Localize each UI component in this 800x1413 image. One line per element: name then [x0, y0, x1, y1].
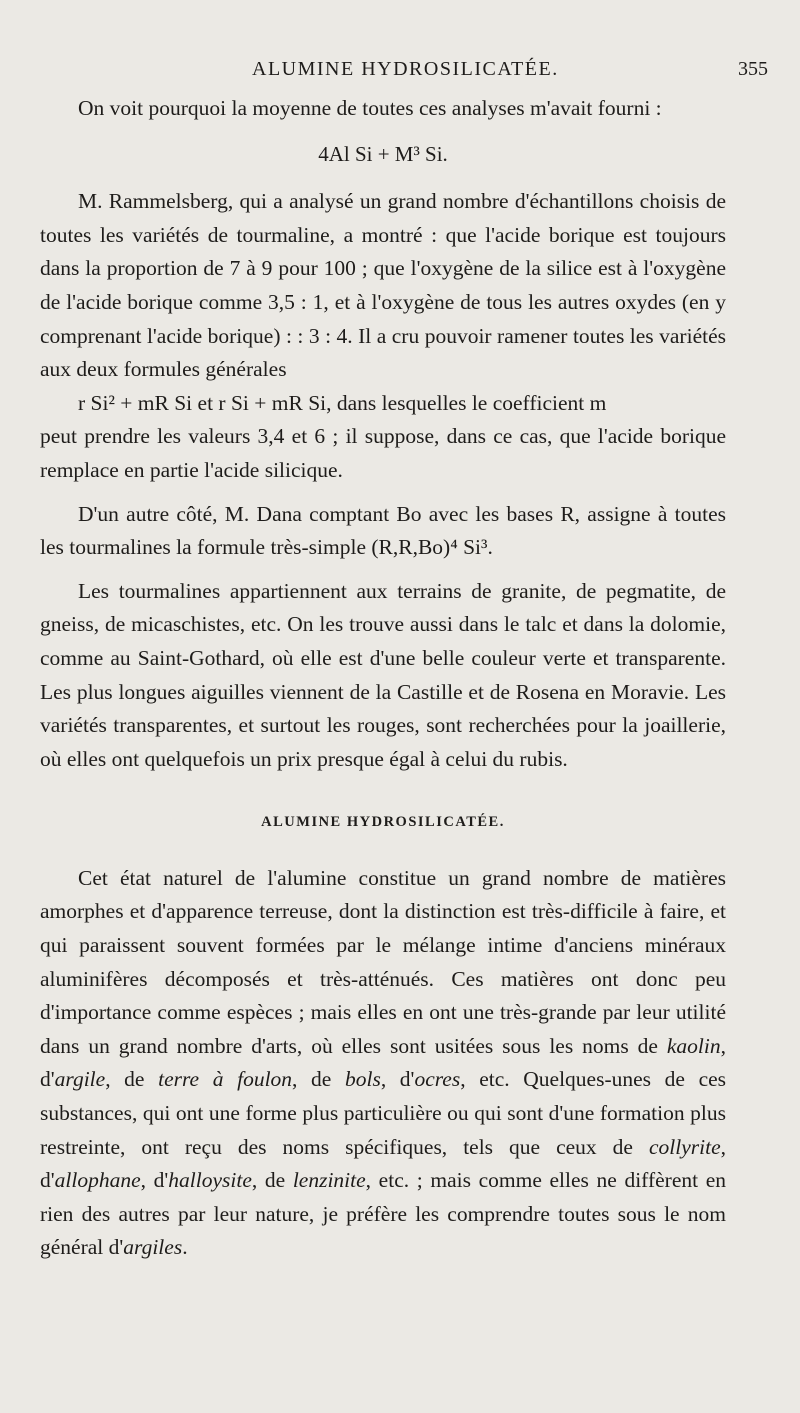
term-collyrite: collyrite — [648, 1134, 721, 1159]
text-run: . — [182, 1235, 188, 1260]
running-title: ALUMINE HYDROSILICATÉE. — [252, 58, 559, 80]
paragraph-dana: D'un autre côté, M. Dana comptant Bo avec les bases R, assigne à toutes les tourmalines la formule très-simple (R,R,Bo)⁴ Si³. — [40, 501, 726, 560]
text-run: , d' — [40, 1033, 726, 1092]
text-run: , d' — [140, 1168, 169, 1193]
term-bols: bols — [344, 1067, 381, 1092]
term-lenzinite: lenzinite — [292, 1168, 366, 1193]
text-run: , de — [251, 1168, 293, 1193]
paragraph-rammelsberg-text: M. Rammelsberg, qui a analysé un grand nombre d'échantillons choisis de toutes les variétés de tourmaline, a montré : que l'acide borique est toujours dans la proportion de 7 à 9 pour 100 ; que l'oxygène de la silice est à l'oxygène de l'acide borique comme 3,5 : 1, et à l'oxygène de tous les autres oxydes (en y comprenant l'acide borique) : : 3 : 4. Il a cru pouvoir ramener toutes les variétés aux deux formules générales — [40, 189, 726, 382]
term-halloysite: halloysite — [168, 1168, 252, 1193]
text-run: Cet état naturel de l'alumine constitue un grand nombre de matières amorphes et d'apparence terreuse, dont la distinction est très-difficile à faire, et qui paraissent souvent formées par le mélange intime d'anciens minéraux aluminifères décomposés et très-atténués. Ces matières ont donc peu d'importance comme espèces ; mais elles en ont une très-grande par leur utilité dans un grand nombre d'arts, où elles sont usitées sous les noms de — [40, 865, 726, 1058]
text-run: , etc. ; mais comme elles ne diffèrent en rien des autres par leur nature, je préfère les comprendre toutes sous le nom général d' — [40, 1168, 727, 1260]
text-run: , d' — [380, 1067, 415, 1092]
formula-line: 4Al Si + M³ Si. — [318, 141, 448, 166]
paragraph-occurrence: Les tourmalines appartiennent aux terrains de granite, de pegmatite, de gneiss, de micaschistes, etc. On les trouve aussi dans le talc et dans la dolomie, comme au Saint-Gothard, où elle est d'une belle couleur verte et transparente. Les plus longues aiguilles viennent de la Castille et de Rosena en Moravie. Les variétés transparentes, et surtout les rouges, sont recherchées pour la joaillerie, où elles ont quelquefois un prix presque égal à celui du rubis. — [40, 578, 726, 771]
term-argiles: argiles — [123, 1235, 183, 1260]
paragraph-rammelsberg-end: peut prendre les valeurs 3,4 et 6 ; il suppose, dans ce cas, que l'acide borique remplace en partie l'acide silicique. — [40, 424, 726, 482]
paragraph-rammelsberg — [40, 185, 726, 487]
paragraph-intro: On voit pourquoi la moyenne de toutes ces analyses m'avait fourni : — [78, 96, 662, 120]
term-kaolin: kaolin — [666, 1033, 721, 1058]
text-run: , de — [105, 1067, 159, 1092]
term-allophane: allophane — [54, 1168, 141, 1193]
paragraph-alumine — [40, 862, 726, 1265]
text-run: , etc. Quelques-unes de ces substances, qui ont une forme plus particulière ou qui sont d'une formation plus restreinte, ont reçu des noms spécifiques, tels que ceux de — [40, 1067, 727, 1159]
text-run: , de — [292, 1067, 345, 1092]
term-argile: argile — [54, 1067, 106, 1092]
general-formulas-line: r Si² + mR Si et r Si + mR Si, dans lesquelles le coefficient m — [78, 390, 607, 415]
body-text — [40, 92, 726, 1265]
text-run: , d' — [40, 1134, 726, 1193]
term-ocres: ocres — [414, 1067, 461, 1092]
term-terre-a-foulon: terre à foulon — [158, 1067, 293, 1092]
running-header — [0, 58, 800, 88]
section-heading: ALUMINE HYDROSILICATÉE. — [261, 814, 505, 831]
page-number: 355 — [738, 58, 768, 80]
